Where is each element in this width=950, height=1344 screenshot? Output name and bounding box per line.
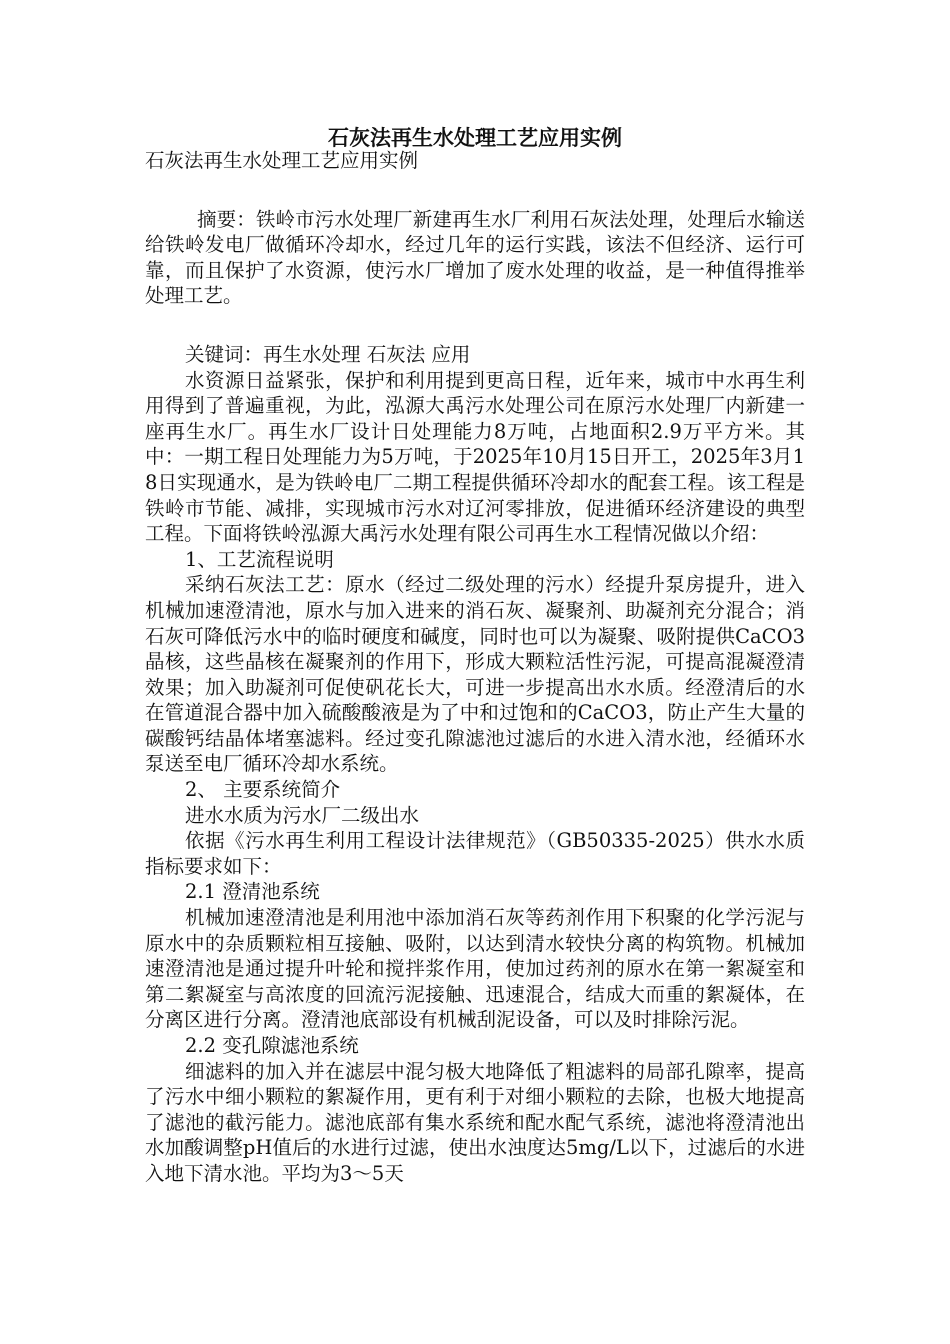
document-title: 石灰法再生水处理工艺应用实例	[328, 126, 622, 150]
abstract-paragraph: 摘要：铁岭市污水处理厂新建再生水厂利用石灰法处理，处理后水输送给铁岭发电厂做循环冷却水，经过几年的运行实践，该法不但经济、运行可靠，而且保护了水资源，使污水厂增加了废水处理的收益，是一种值得推举处理工艺。	[145, 207, 805, 308]
subsection-heading: 2.2 变孔隙滤池系统	[185, 1034, 359, 1057]
body-paragraph: 依据《污水再生利用工程设计法律规范》（GB50335-2025）供水水质指标要求如下：	[145, 829, 805, 878]
filter-paragraph: 细滤料的加入并在滤层中混匀极大地降低了粗滤料的局部孔隙率，提高了污水中细小颗粒的絮凝作用，更有利于对细小颗粒的去除，也极大地提高了滤池的截污能力。滤池底部有集水系统和配水配气系统，滤池将澄清池出水加酸调整pH值后的水进行过滤，使出水浊度达5mg/L以下，过滤后的水进入地下清水池。平均为3～5天	[145, 1059, 805, 1185]
section-heading: 2、 主要系统简介	[185, 778, 341, 802]
subtitle-paragraph: 石灰法再生水处理工艺应用实例	[145, 149, 419, 172]
document-body	[145, 148, 805, 1187]
clarifier-paragraph: 机械加速澄清池是利用池中添加消石灰等药剂作用下积聚的化学污泥与原水中的杂质颗粒相互接触、吸附，以达到清水较快分离的构筑物。机械加速澄清池是通过提升叶轮和搅拌浆作用，使加过药剂的原水在第一絮凝室和第二絮凝室与高浓度的回流污泥接触、迅速混合，结成大而重的絮凝体，在分离区进行分离。澄清池底部设有机械刮泥设备，可以及时排除污泥。	[145, 906, 805, 1032]
keywords-paragraph: 关键词：再生水处理 石灰法 应用	[185, 342, 471, 366]
body-paragraph: 进水水质为污水厂二级出水	[185, 803, 420, 827]
process-paragraph: 采纳石灰法工艺：原水（经过二级处理的污水）经提升泵房提升，进入机械加速澄清池，原水与加入进来的消石灰、凝聚剂、助凝剂充分混合；消石灰可降低污水中的临时硬度和碱度，同时也可以为凝聚、吸附提供CaCO3晶核，这些晶核在凝聚剂的作用下，形成大颗粒活性污泥，可提高混凝澄清效果；加入助凝剂可促使矾花长大，可进一步提高出水水质。经澄清后的水在管道混合器中加入硫酸酸液是为了中和过饱和的CaCO3，防止产生大量的碳酸钙结晶体堵塞滤料。经过变孔隙滤池过滤后的水进入清水池，经循环水泵送至电厂循环冷却水系统。	[145, 573, 805, 776]
intro-paragraph: 水资源日益紧张，保护和利用提到更高日程，近年来，城市中水再生利用得到了普遍重视，为此，泓源大禹污水处理公司在原污水处理厂内新建一座再生水厂。再生水厂设计日处理能力8万吨，占地面积2.9万平方米。其中：一期工程日处理能力为5万吨，于2025年10月15日开工，2025年3月18日实现通水，是为铁岭电厂二期工程提供循环冷却水的配套工程。该工程是铁岭市节能、减排，实现城市污水对辽河零排放，促进循环经济建设的典型工程。下面将铁岭泓源大禹污水处理有限公司再生水工程情况做以介绍：	[145, 368, 805, 546]
spacer	[145, 174, 805, 207]
spacer	[145, 309, 805, 342]
subsection-heading: 2.1 澄清池系统	[185, 880, 320, 904]
section-heading: 1、工艺流程说明	[185, 547, 334, 571]
